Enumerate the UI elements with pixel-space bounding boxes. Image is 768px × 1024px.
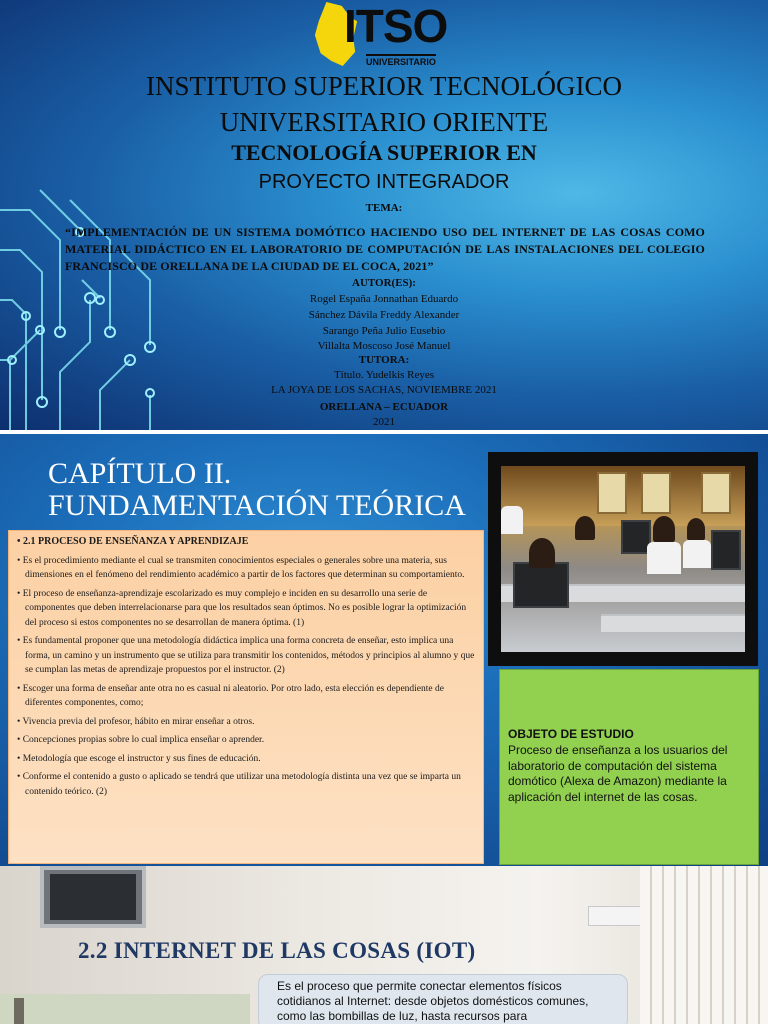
authors-label: AUTOR(ES): bbox=[352, 277, 416, 289]
photo-shirt bbox=[501, 506, 523, 534]
background-panel bbox=[0, 994, 250, 1024]
institute-title-line1: INSTITUTO SUPERIOR TECNOLÓGICO bbox=[145, 71, 622, 101]
institute-title-line2: UNIVERSITARIO ORIENTE bbox=[219, 107, 549, 137]
list-item: • Es el procedimiento mediante el cual se transmiten conocimientos especiales o generales sobre una materia, sus dimensiones en el fenómeno del rendimiento académico a partir de los factores que determinan su comportamiento. bbox=[17, 555, 465, 580]
iot-slide bbox=[0, 866, 768, 1024]
list-item: • Concepciones propias sobre lo cual implica enseñar o aprender. bbox=[17, 735, 265, 745]
section-heading: • 2.1 PROCESO DE ENSEÑANZA Y APRENDIZAJE bbox=[17, 536, 249, 547]
list-item: • Conforme el contenido a gusto o aplicado se tendrá que utilizar una metodología distinta una vez que se imparta un contenido teórico. (2) bbox=[17, 772, 461, 797]
author-name: Sarango Peña Julio Eusebio bbox=[322, 325, 446, 337]
photo-person bbox=[653, 516, 675, 542]
photo-monitor bbox=[513, 562, 569, 608]
objeto-text: Proceso de enseñanza a los usuarios del laboratorio de computación del sistema domótico (Alexa de Amazon) mediante la aplicación del internet de las cosas. bbox=[508, 743, 728, 804]
chapter-title bbox=[48, 458, 466, 522]
photo-monitor bbox=[711, 530, 741, 570]
author-name: Villalta Moscoso José Manuel bbox=[317, 340, 451, 352]
content-box bbox=[8, 530, 484, 864]
photo-person bbox=[575, 516, 595, 540]
photo-window bbox=[641, 472, 671, 514]
iot-text: Es el proceso que permite conectar elementos físicos cotidianos al Internet: desde objetos domésticos comunes, como las bombillas de luz, hasta recursos para bbox=[277, 979, 589, 1023]
list-item: • Escoger una forma de enseñar ante otra no es casual ni aleatorio. Por otro lado, esta elección es dependiente de diferentes componentes, como; bbox=[17, 683, 444, 708]
photo-desk bbox=[601, 614, 745, 632]
chapter-title-line2: FUNDAMENTACIÓN TEÓRICA bbox=[48, 489, 466, 522]
year: 2021 bbox=[373, 416, 395, 428]
classroom-photo bbox=[488, 452, 758, 666]
title-slide bbox=[0, 0, 768, 430]
tema-label: TEMA: bbox=[365, 202, 403, 214]
objeto-title: OBJETO DE ESTUDIO bbox=[508, 727, 634, 741]
list-item: • El proceso de enseñanza-aprendizaje escolarizado es muy complejo e inciden en su desarrollo una serie de componentes que deben interrelacionarse para que los resultados sean óptimos. No es posible lograr la optimización del proceso si estos componentes no se desarrollan de manera óptima. (1) bbox=[17, 588, 467, 628]
list-item: • Es fundamental proponer que una metodología didáctica implica una forma concreta de enseñar, esto implica una forma, un camino y un instrumento que se utiliza para transmitir los contenidos, métodos y principios al alumno y que se cumplan las metas de aprendizaje propuestos por el instructor. (2) bbox=[17, 636, 475, 675]
tutor-label: TUTORA: bbox=[358, 354, 410, 366]
list-item: • Metodología que escoge el instructor y sus fines de educación. bbox=[17, 753, 261, 764]
region: ORELLANA – ECUADOR bbox=[319, 401, 449, 413]
background-monitor bbox=[40, 866, 146, 928]
background-screen bbox=[50, 874, 136, 920]
photo-image bbox=[501, 466, 745, 652]
author-name: Rogel España Jonnathan Eduardo bbox=[309, 293, 459, 305]
background-air-conditioner bbox=[588, 906, 644, 926]
tutor-name: Título. Yudelkis Reyes bbox=[333, 369, 435, 381]
tema-text: “IMPLEMENTACIÓN DE UN SISTEMA DOMÓTICO HACIENDO USO DEL INTERNET DE LAS COSAS COMO MATERIAL DIDÁCTICO EN EL LABORATORIO DE COMPUTACIÓN DE LAS INSTALACIONES DEL COLEGIO FRANCISCO DE ORELLANA DE LA CIUDAD DE EL COCA, 2021” bbox=[65, 225, 705, 273]
iot-text-box bbox=[258, 974, 628, 1024]
objeto-estudio-box bbox=[499, 669, 759, 865]
chapter-title-line1: CAPÍTULO II. bbox=[48, 457, 232, 490]
chapter-slide bbox=[0, 434, 768, 866]
logo-subtext: UNIVERSITARIO bbox=[366, 54, 436, 67]
logo-text: ITSO bbox=[344, 0, 448, 52]
place-date: LA JOYA DE LOS SACHAS, NOVIEMBRE 2021 bbox=[271, 384, 497, 396]
photo-window bbox=[701, 472, 731, 514]
photo-window bbox=[597, 472, 627, 514]
list-item: • Vivencia previa del profesor, hábito en mirar enseñar a otros. bbox=[17, 716, 255, 727]
itso-logo bbox=[300, 0, 465, 72]
career-title-line1: TECNOLOGÍA SUPERIOR EN bbox=[231, 140, 537, 165]
photo-person bbox=[687, 518, 705, 540]
background-blinds bbox=[640, 866, 768, 1024]
background-lamp bbox=[14, 998, 24, 1024]
iot-title: 2.2 INTERNET DE LAS COSAS (IOT) bbox=[78, 938, 476, 963]
photo-person bbox=[529, 538, 555, 568]
photo-shirt bbox=[683, 540, 711, 568]
career-title-line2: PROYECTO INTEGRADOR bbox=[258, 171, 510, 193]
photo-shirt bbox=[647, 542, 681, 574]
author-name: Sánchez Dávila Freddy Alexander bbox=[308, 309, 460, 321]
